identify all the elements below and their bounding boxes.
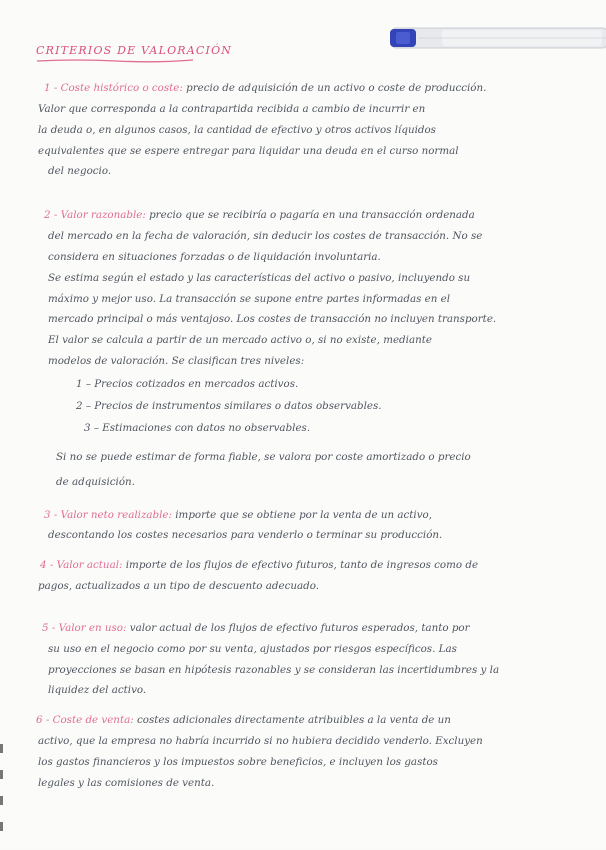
section-1-line-5: del negocio. (48, 165, 112, 177)
section-1-line-3: la deuda o, en algunos casos, la cantidad de efectivo y otros activos líquidos (38, 124, 436, 136)
section-2-line-6: mercado principal o más ventajoso. Los costes de transacción no incluyen transporte. (48, 313, 497, 325)
section-5-line-1: 5 - Valor en uso: valor actual de los flujos de efectivo futuros esperados, tanto por (42, 622, 470, 634)
section-6-line-3: los gastos financieros y los impuestos sobre beneficios, e incluyen los gastos (38, 756, 438, 768)
section-2-line-4: Se estima según el estado y las características del activo o pasivo, incluyendo su (48, 272, 471, 284)
section-2-after-2: de adquisición. (56, 476, 135, 488)
section-1-line-2: Valor que corresponda a la contrapartida recibida a cambio de incurrir en (38, 103, 426, 115)
binding-edge (0, 740, 6, 850)
section-4-line-1: 4 - Valor actual: importe de los flujos de efectivo futuros, tanto de ingresos como de (40, 559, 479, 571)
section-3-line-2: descontando los costes necesarios para venderlo o terminar su producción. (48, 529, 443, 541)
section-5-line-4: liquidez del activo. (48, 684, 147, 696)
section-2-line-1: 2 - Valor razonable: precio que se recibiría o pagaría en una transacción ordenada (44, 209, 475, 221)
section-1-line-4: equivalentes que se espere entregar para liquidar una deuda en el curso normal (38, 145, 459, 157)
section-2-line-8: modelos de valoración. Se clasifican tres niveles: (48, 355, 305, 367)
level-item-3: 3 – Estimaciones con datos no observables. (84, 422, 311, 434)
section-4-line-2: pagos, actualizados a un tipo de descuento adecuado. (38, 580, 320, 592)
level-item-1: 1 – Precios cotizados en mercados activos. (76, 378, 299, 390)
section-2-line-7: El valor se calcula a partir de un mercado activo o, si no existe, mediante (48, 334, 432, 346)
section-6-line-4: legales y las comisiones de venta. (38, 777, 215, 789)
page-title: CRITERIOS DE VALORACIÓN (36, 44, 233, 57)
section-3-line-1: 3 - Valor neto realizable: importe que se obtiene por la venta de un activo, (44, 509, 432, 521)
section-6-head: 6 - Coste de venta: (36, 714, 134, 726)
level-item-2: 2 – Precios de instrumentos similares o datos observables. (76, 400, 382, 412)
section-5-head: 5 - Valor en uso: (42, 622, 127, 634)
section-6-line-1: 6 - Coste de venta: costes adicionales directamente atribuibles a la venta de un (36, 714, 451, 726)
section-2-line-2: del mercado en la fecha de valoración, sin deducir los costes de transacción. No se (48, 230, 483, 242)
section-4-head: 4 - Valor actual: (40, 559, 123, 571)
pen-image (382, 18, 606, 58)
section-2-line-5: máximo y mejor uso. La transacción se supone entre partes informadas en el (48, 293, 451, 305)
section-2-line-3: considera en situaciones forzadas o de liquidación involuntaria. (48, 251, 381, 263)
section-5-line-3: proyecciones se basan en hipótesis razonables y se consideran las incertidumbres y la (48, 664, 500, 676)
section-1-head: 1 - Coste histórico o coste: (44, 82, 183, 94)
title-underline (36, 58, 194, 63)
section-2-after-1: Si no se puede estimar de forma fiable, se valora por coste amortizado o precio (56, 451, 471, 463)
section-6-line-2: activo, que la empresa no habría incurrido si no hubiera decidido venderlo. Excluyen (38, 735, 483, 747)
section-2-head: 2 - Valor razonable: (44, 209, 146, 221)
section-3-head: 3 - Valor neto realizable: (44, 509, 172, 521)
section-1-line-1: 1 - Coste histórico o coste: precio de adquisición de un activo o coste de producción. (44, 82, 487, 94)
section-5-line-2: su uso en el negocio como por su venta, ajustados por riesgos específicos. Las (48, 643, 457, 655)
